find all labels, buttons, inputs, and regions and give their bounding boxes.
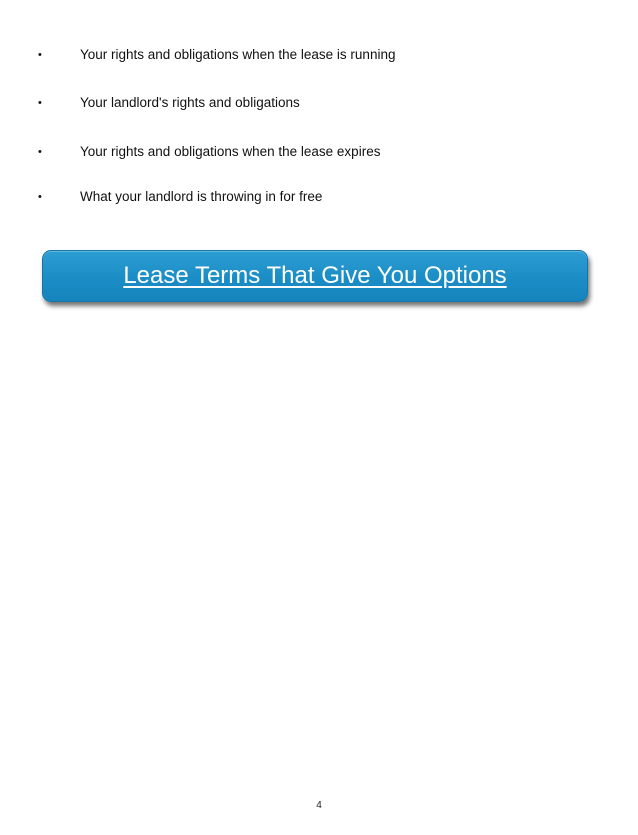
bullet-text: Your rights and obligations when the lease is running (80, 47, 396, 62)
list-item (0, 187, 600, 207)
bullet-text: Your landlord's rights and obligations (80, 95, 300, 110)
bullet-text: Your rights and obligations when the lease expires (80, 144, 381, 159)
bullet-marker: • (38, 191, 42, 203)
bullet-marker: • (38, 97, 42, 109)
section-banner (42, 250, 588, 302)
bullet-marker: • (38, 49, 42, 61)
list-item (0, 93, 600, 113)
bullet-text: What your landlord is throwing in for free (80, 189, 323, 204)
bullet-marker: • (38, 146, 42, 158)
page-number: 4 (316, 800, 322, 811)
list-item (0, 142, 600, 162)
list-item (0, 45, 600, 65)
section-title-link[interactable]: Lease Terms That Give You Options (123, 262, 507, 289)
